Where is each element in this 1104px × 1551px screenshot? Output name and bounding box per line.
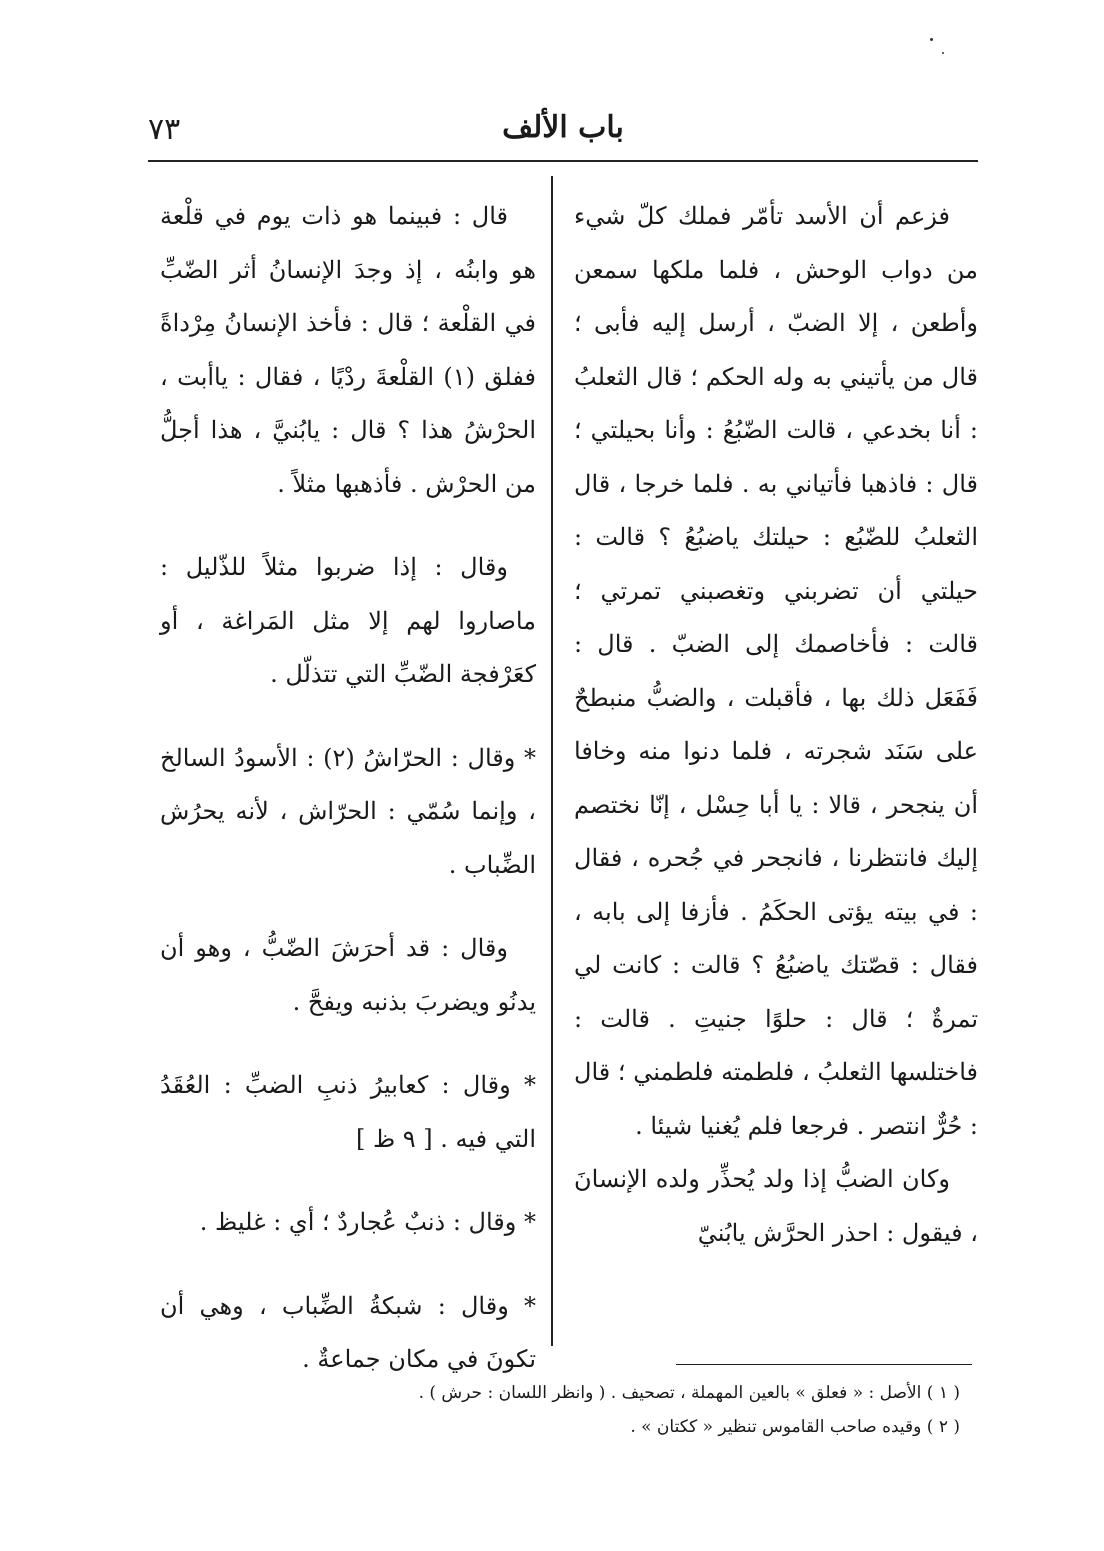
footnote-rule xyxy=(676,1364,972,1365)
header-rule xyxy=(148,160,978,162)
column-divider xyxy=(551,176,553,1346)
running-title: باب الألف xyxy=(502,110,624,145)
paragraph: وقال : قد أحرَشَ الضّبُّ ، وهو أن يدنُو ويضربَ بذنبه ويفحَّ . xyxy=(160,934,536,1016)
page-number: ٧٣ xyxy=(148,112,181,147)
scan-speck xyxy=(942,52,944,54)
paragraph: قال : فبينما هو ذات يوم في قلْعة هو وابنُه ، إذ وجدَ الإنسانُ أثر الضّبِّ في القلْعة ؛ قال : فأخذ الإنسانُ مِرْداةً ففلق (١) القلْعةَ ردْيًا ، فقال : ياأبت ، الحرْشُ هذا ؟ قال : يابُنيَّ ، هذا أجلُّ من الحرْش . فأذهبها مثلاً . xyxy=(160,202,536,498)
paragraph: وقال : إذا ضربوا مثلاً للذّليل : ماصاروا لهم إلا مثل المَراغة ، أو كعَرْفجة الضّبِّ التي تتذلّل . xyxy=(160,553,536,688)
paragraph: * وقال : ذنبٌ عُجاردٌ ؛ أي : غليظ . xyxy=(199,1208,536,1236)
paragraph: فزعم أن الأسد تأمّر فملك كلّ شيء من دواب الوحش ، فلما ملكها سمعن وأطعن ، إلا الضبّ ، أرسل إليه فأبى ؛ قال من يأتيني به وله الحكم ؛ قال الثعلبُ : أنا بخدعي ، قالت الضّبُعُ : وأنا بحيلتي ؛ قال : فاذهبا فأتياني به . فلما خرجا ، قال الثعلبُ للضّبُع : حيلتك ياضبُعُ ؟ قالت : حيلتي أن تضربني وتغصبني تمرتي ؛ قالت : فأخاصمك إلى الضبّ . قال : فَفَعَل ذلك بها ، فأقبلت ، والضبُّ منبطحٌ على سَنَد شجرته ، فلما دنوا منه وخافا أن ينجحر ، قالا : يا أبا حِسْل ، إنّا نختصم إليك فانتظرنا ، فانجحر في جُحره ، فقال : في بيته يؤتى الحكَمُ . فأزفا إلى بابه ، فقال : قصّتك ياضبُعُ ؟ قالت : كانت لي تمرةٌ ؛ قال : حلوًا جنيتِ . قالت : فاختلسها الثعلبُ ، فلطمته فلطمني ؛ قال : حُرٌّ انتصر . فرجعا فلم يُغنيا شيئا . xyxy=(574,202,978,1140)
left-column xyxy=(160,190,536,1387)
footnotes xyxy=(360,1376,960,1444)
scan-speck xyxy=(930,38,933,41)
footnote: ( ١ ) الأصل : « فعلق » بالعين المهملة ، تصحيف . ( وانظر اللسان : حرش ) . xyxy=(418,1383,960,1403)
footnote: ( ٢ ) وقيده صاحب القاموس تنظير « ككتان » . xyxy=(630,1417,960,1437)
paragraph: * وقال : الحرّاشُ (٢) : الأسودُ السالخ ، وإنما سُمّي : الحرّاش ، لأنه يحرُش الضِّباب . xyxy=(160,743,537,879)
paragraph: وكان الضبُّ إذا ولد يُحذِّر ولده الإنسانَ ، فيقول : احذر الحرَّش يابُنيّ xyxy=(574,1165,978,1247)
right-column xyxy=(574,190,978,1260)
page-header xyxy=(148,100,978,156)
paragraph: * وقال : شبكةُ الضِّباب ، وهي أن تكونَ في مكان جماعةٌ . xyxy=(160,1291,536,1373)
paragraph: * وقال : كعابيرُ ذنبِ الضبِّ : العُقَدُ التي فيه . [ ٩ ظ ] xyxy=(160,1071,536,1153)
